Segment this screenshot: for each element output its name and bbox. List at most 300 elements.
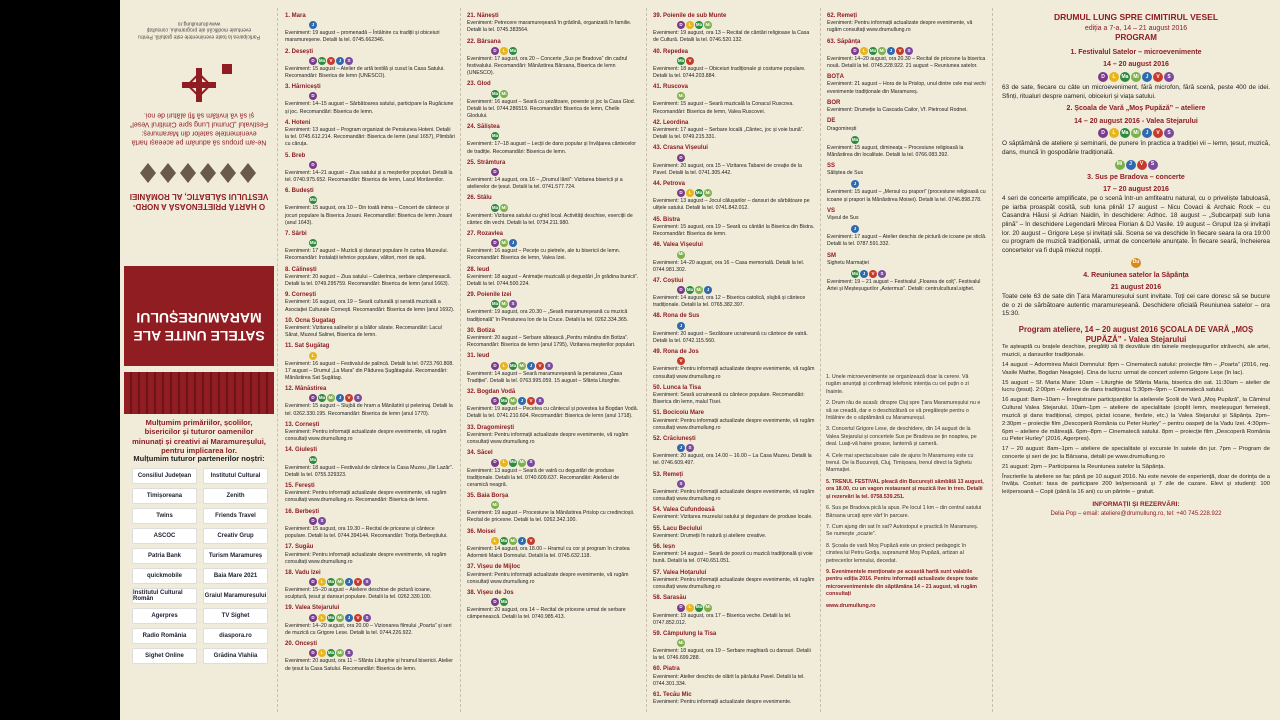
- day-dot-j: J: [851, 180, 859, 188]
- note-item: 3. Concertul Grigore Lese, de deschidere, din 14 august de la Valea Stejarului și concertele Sus pe Bradova se țin noaptea, pe deal. Luați-vă haine groase, lanternă și cameră.: [826, 426, 977, 448]
- day-dot-ma: Ma: [500, 397, 508, 405]
- village-name: 34. Săcel: [467, 450, 493, 457]
- ethno-cross-icon: [182, 68, 216, 102]
- village-name: 54. Valea Cufundoasă: [653, 507, 715, 514]
- village-entry: [467, 528, 641, 561]
- day-dot-d: D: [309, 57, 317, 65]
- village-name: 52. Crăciunești: [653, 435, 696, 442]
- day-dot-v: V: [869, 270, 877, 278]
- event-description: Eveniment: 19 august – Pecetea cu cântecul și povestea lui Bogdan Vodă. Detalii la tel. 0741.210.604. Recomandări: Biserica de lemn (anul 1718).: [467, 406, 639, 420]
- partner-logo: Grădina Vlahiia: [203, 648, 268, 664]
- partner-logos: [132, 468, 268, 664]
- day-dot-l: L: [318, 649, 326, 657]
- day-dots: [677, 480, 815, 488]
- day-dot-mi: Mi: [1131, 128, 1141, 138]
- day-dot-d: D: [491, 239, 499, 247]
- day-dot-mi: Mi: [677, 639, 685, 647]
- village-name: 43. Crasna Vișeului: [653, 145, 708, 152]
- partner-logo: Creativ Grup: [203, 528, 268, 544]
- village-entry: [285, 482, 455, 505]
- village-name: 14. Giulești: [285, 447, 318, 454]
- day-dot-ma: Ma: [327, 578, 335, 586]
- village-entry: [467, 230, 641, 263]
- village-entry: [467, 352, 641, 385]
- event-description: Eveniment: Pentru informații actualizate despre evenimente, vă rugăm consultați www.drumullung.ro. Recomandări: Biserica de lemn.: [285, 490, 447, 504]
- village-entry: [827, 12, 987, 35]
- village-name: 8. Călinești: [285, 266, 317, 273]
- event-description: Eveniment: Drumeții în natură și ateliere creative.: [653, 532, 767, 539]
- village-name: 62. Remeți: [827, 13, 858, 19]
- event-description: Eveniment: 14 august, ora 16 – „Drumul lânii”: Vizitarea bisericii și a atelierelor de țesut. Detalii la tel. 0741.577.724.: [467, 177, 623, 191]
- workshop-box-title: Program ateliere, 14 – 20 august 2016 ȘCOALA DE VARĂ „MOȘ PUPĂZĂ” - Valea Stejarului: [1018, 324, 1254, 344]
- village-entry: [467, 327, 641, 350]
- day-dot-s: S: [686, 444, 694, 452]
- red-pattern-band: [124, 372, 274, 414]
- village-entry: [285, 291, 455, 314]
- day-dots: [491, 537, 641, 545]
- village-name: 29. Poienile Izei: [467, 292, 512, 299]
- cover-paragraph: Ne-am propus să adunăm pe aceeași hartă evenimentele satelor din Maramureș: Festivalul „Drumul Lung spre Cimitirul Vesel” și să vă invităm să fiți alături de noi.: [129, 111, 269, 146]
- event-description: Eveniment: 14–21 august – Ziua satului și a meșterilor populari. Detalii la tel. 0740.975.652. Recomandări: Biserica de lemn, Lacul Morărenilor.: [285, 169, 453, 184]
- day-dot-ma: Ma: [686, 286, 694, 294]
- day-dots: [677, 154, 815, 162]
- day-dot-s: S: [905, 47, 913, 55]
- day-dot-d: D: [491, 362, 499, 370]
- event-description: Eveniment: 13 august – Program organizat de Pensiunea Hoteni. Detalii la tel. 0745.612.214. Recomandări: Biserica de lemn (anul 1657), Plimbări cu căruța.: [285, 127, 455, 148]
- village-name: 24. Săliștea: [467, 124, 500, 131]
- day-dot-d: D: [677, 154, 685, 162]
- village-entry: [285, 317, 455, 340]
- day-dot-d: D: [309, 578, 317, 586]
- cover-title: SATELE UNITE ALE MARAMUREȘULUI: [124, 266, 274, 366]
- day-dot-v: V: [527, 397, 535, 405]
- village-name: 55. Lacu Beciului: [653, 525, 703, 532]
- day-dot-j: J: [1126, 160, 1136, 170]
- village-entry: [653, 665, 815, 688]
- day-dot-v: V: [354, 614, 362, 622]
- village-entry: [467, 563, 641, 586]
- day-dot-ma: Ma: [1120, 72, 1130, 82]
- day-dot-j: J: [887, 47, 895, 55]
- notes-list: [820, 370, 990, 618]
- day-dot-l: L: [500, 459, 508, 467]
- village-entry: [467, 38, 641, 78]
- village-name: SS: [827, 163, 836, 170]
- village-name: 41. Ruscova: [653, 84, 689, 91]
- event-description: Eveniment: 14 august – Seară de poezii cu muzică tradițională și voie bună. Detalii la tel. 0740.651.051.: [653, 551, 813, 565]
- village-name: VS: [827, 207, 836, 214]
- partner-logo: Agerpres: [132, 608, 197, 624]
- section-2-dates: 14 – 20 august 2016 - Valea Stejarului: [1074, 117, 1198, 125]
- day-dot-j: J: [1142, 72, 1152, 82]
- partner-logo: Consiliul Județean: [132, 468, 197, 484]
- village-name: 21. Nănești: [467, 13, 499, 19]
- day-dot-ma: Ma: [695, 604, 703, 612]
- village-name: 60. Piatra: [653, 666, 680, 673]
- day-dot-s: S: [545, 362, 553, 370]
- event-description: Eveniment: 20 august – Serbare sătească „Pentru mândra din Botiza”. Recomandări: Biserica de lemn (anul 1795), Vizitarea meșterilor populari.: [467, 335, 636, 349]
- village-entry: [467, 80, 641, 120]
- day-dots: [677, 92, 815, 100]
- village-name: 5. Breb: [285, 152, 306, 159]
- partner-logo: quickmobile: [132, 568, 197, 584]
- village-entry: [467, 492, 641, 525]
- day-dot-d: D: [309, 394, 317, 402]
- village-entry: [467, 12, 641, 35]
- partner-logo: Friends Travel: [203, 508, 268, 524]
- village-name: 25. Strâmtura: [467, 159, 506, 166]
- village-name: 61. Tecău Mic: [653, 692, 692, 699]
- event-description: Eveniment: Vizitarea muzeului satului și degustare de produse locale.: [653, 514, 813, 521]
- section-3-text: 4 seri de concerte amplificate, pe o scenă într-un amfiteatru natural, cu o priveliște fabuloasă, pe iarba proaspăt cosită, sub luna plină! 17 august – Nicu Covaci & Archaic Rock – cu Casandra Hăusi și Adrian Naidin, în deschidere: Adhoc. 18 august – „Subcarpați sub luna plină” – în deschidere Legendarii Mircea Florian & DJ Vasile. 19 august – Grupul Iza și invitații lor. 20 august – Grigore Leșe și invitații săi. Scena se va deschide în fiecare seara la ora 19:00 cu program de muzică tradițională, urmat de concertele anunțate. În fiecare seară, încheierea concertelor va fi după miezul nopții.: [1002, 194, 1270, 255]
- village-name: 49. Rona de Jos: [653, 349, 699, 356]
- event-description: Eveniment: 19 august, ora 17 – Biserica veche. Detalii la tel. 0747.852.012.: [653, 612, 792, 626]
- event-description: Eveniment: Atelier deschis de olărit la pârâului Pavel. Detalii la tel. 0744.301.334.: [653, 673, 805, 687]
- day-dots: [677, 639, 815, 647]
- day-dot-j: J: [1142, 128, 1152, 138]
- event-description: Eveniment: 13 august – Seară de vatră cu degustări de produse tradiționale. Detalii la tel. 0740.609.637. Recomandări: Atelierul de ceramică neagră.: [467, 467, 619, 488]
- day-dots: [309, 21, 455, 29]
- section-3-dates: 17 – 20 august 2016: [1103, 186, 1169, 194]
- section-2-text: O săptămână de ateliere și seminarii, de punere în practica a tradiției vii – lemn, țesut, muzică, dans, muncă în gospodărie tradițională.: [1002, 140, 1270, 157]
- day-dot-v: V: [354, 578, 362, 586]
- event-description: Eveniment: Pentru informații actualizate despre evenimente, vă rugăm consultați www.drumullung.ro: [653, 576, 815, 591]
- section-1-text: 63 de sate, fiecare cu câte un microeveniment, fără microfon, fără scenă, peste 400 de idei. Sfinți, ritualuri despre oameni, obiceiuri și viața satului.: [1002, 83, 1270, 100]
- event-description: Eveniment: 15 august – „Mersul cu prapori” (procesiune religioasă cu icoane și prapori la Mănăstirea Moisei). Detalii la tel. 0746.898.278.: [827, 189, 986, 203]
- day-dot-l: L: [686, 21, 694, 29]
- day-dot-mi: Mi: [509, 537, 517, 545]
- village-entry: [653, 180, 815, 213]
- village-entry: [653, 630, 815, 663]
- village-name: 28. Ieud: [467, 266, 490, 273]
- program-heading: PROGRAM: [1115, 33, 1157, 43]
- village-entry: [653, 525, 815, 540]
- day-dot-ma: Ma: [869, 47, 877, 55]
- day-dot-mi: Mi: [500, 90, 508, 98]
- village-entry: [285, 543, 455, 566]
- day-dot-d: D: [677, 21, 685, 29]
- event-description: Eveniment: 19 august – Procesiune la Mănăstirea Prislop cu credincioșii. Recital de pricesne. Detalii la tel. 0262.342.100.: [467, 510, 635, 524]
- event-description: Eveniment: 18 august – Festivalul de cântece la Casa Muzeu „Ilie Lazăr”. Detalii la tel. 0755.329323.: [285, 464, 454, 478]
- workshop-day: 21 august: 2pm – Participarea la Reuniunea satelor la Săpânța.: [1002, 463, 1166, 470]
- village-name: 26. Stâlu: [467, 195, 492, 202]
- village-name: 27. Rozavlea: [467, 231, 504, 237]
- village-entry: [827, 99, 987, 114]
- day-dot-j: J: [677, 444, 685, 452]
- workshop-footer: Înscrierile la ateliere se fac până pe 10 august 2016. Nu este nevoie de experiență, doar de dorința de a învăța. Costuri: taxa de participare 200 lei/persoană și 7 zile de cazare. Elevi și studenți: 100 lei/persoană – Copii (până la 16 ani) cu un părinte – gratuit.: [1002, 473, 1270, 496]
- partner-logo: Graiul Maramureșului: [203, 588, 268, 604]
- village-entry: [467, 123, 641, 156]
- event-description: Eveniment: 15 august – Seară muzicală la Conacul Ruscova. Recomandări: Biserica de lemn, Valea Ruscovei.: [653, 101, 794, 115]
- note-item: www.drumullung.ro: [826, 602, 876, 609]
- village-name: 32. Bogdan Vodă: [467, 389, 516, 396]
- day-dot-j: J: [336, 57, 344, 65]
- event-description: Eveniment: 18 august – Obiceiuri tradiționale și costume populare. Detalii la tel. 0744.203.884.: [653, 65, 806, 80]
- village-name: 3. Hărnicești: [285, 84, 321, 91]
- day-dot-l: L: [318, 578, 326, 586]
- day-dot-ma: Ma: [309, 196, 317, 204]
- village-name: BOȚA: [827, 74, 844, 81]
- festival-edition: ediția a 7-a, 14 – 21 august 2016: [1084, 24, 1188, 32]
- village-entry: [653, 435, 815, 468]
- village-entry: [827, 270, 987, 293]
- day-dot-d: D: [491, 598, 499, 606]
- day-dot-j: J: [677, 322, 685, 330]
- village-name: 35. Baia Borșa: [467, 493, 509, 500]
- note-item: 1. Unele microevenimente se organizează doar la cerere. Vă rugăm anunțați și confirmați telefonic intenția cu cel puțin o zi înainte.: [826, 374, 969, 395]
- day-dot-ma: Ma: [677, 57, 685, 65]
- village-entry: [285, 152, 455, 185]
- day-dots: [491, 501, 641, 509]
- village-entry: [467, 449, 641, 489]
- day-dot-s: S: [536, 397, 544, 405]
- day-dot-du: Du: [1131, 258, 1141, 268]
- day-dot-v: V: [1137, 160, 1147, 170]
- program-column-2: [462, 8, 646, 712]
- day-dots: [491, 459, 641, 467]
- workshop-day: 17 – 20 august: 8am–1pm – ateliere de specialitate și excursie în satele din jur. 7pm – Program de concerte și seri de joc la Bârsana, detalii pe www.drumullung.ro: [1002, 446, 1270, 460]
- village-entry: [467, 159, 641, 192]
- village-entry: [285, 119, 455, 149]
- village-name: 13. Cornești: [285, 421, 320, 428]
- event-description: Eveniment: Pentru informații actualizate despre evenimente, vă rugăm consultați www.drumullung.ro: [653, 366, 815, 380]
- village-entry: [827, 252, 987, 267]
- day-dot-j: J: [509, 239, 517, 247]
- day-dot-v: V: [345, 394, 353, 402]
- day-dot-ma: Ma: [509, 459, 517, 467]
- village-name: 45. Bistra: [653, 216, 681, 223]
- village-name: 42. Leordina: [653, 119, 689, 126]
- village-entry: [827, 136, 987, 159]
- event-description: Eveniment: 15 august – Slujbă de hram a Mănăstirii și pelerinaj. Detalii la tel. 0262.330.195. Recomandări: Biserica de lemn (anul 1770).: [285, 403, 453, 417]
- partner-logo: Institutul Cultural Român: [132, 588, 197, 604]
- day-dot-ma: Ma: [327, 614, 335, 622]
- day-dots: [309, 578, 455, 586]
- village-entry: [653, 471, 815, 504]
- village-entry: [653, 48, 815, 81]
- village-name: 15. Ferești: [285, 483, 315, 490]
- event-description: Eveniment: Pentru informații actualizate despre evenimente, vă rugăm consultați www.drumullung.ro: [467, 571, 629, 585]
- day-dot-ma: Ma: [1120, 128, 1130, 138]
- program-column-1: [280, 8, 460, 712]
- day-dots: [309, 614, 455, 622]
- partners-title: Mulțumim tuturor partenerilor noștri:: [133, 454, 265, 463]
- event-description: Eveniment: 15–20 august – Ateliere deschise de pictură icoane, sculptură, țesut și dansuri populare. Detalii la tel. 0262.330.100.: [285, 587, 432, 601]
- village-entry: [285, 48, 455, 81]
- village-name: 18. Vadu Izei: [285, 569, 321, 576]
- day-dot-v: V: [896, 47, 904, 55]
- event-description: Eveniment: 20 august, ora 15 – Vizitarea Tabarei de creație de la Pavel. Detalii la tel. 0741.305.442.: [653, 162, 802, 176]
- village-entry: [467, 589, 641, 622]
- village-name: 48. Rona de Sus: [653, 313, 700, 320]
- event-description: Eveniment: 14–20 august, ora 16 – Casa memorială. Detalii la tel. 0744.981.302.: [653, 259, 805, 273]
- event-description: Eveniment: 17 august – Serbare locală „Căntec, joc și voie bună”. Detalii la tel. 0749.215.331.: [653, 127, 804, 141]
- cover-panel: [120, 8, 278, 712]
- village-entry: [285, 385, 455, 418]
- day-dot-s: S: [527, 459, 535, 467]
- workshop-intro: Te așteaptă cu brațele deschise, pregătiți să îți dezvăluie din tainele meșteșugurilor străvechi, ale artei, muzicii, a dansurilor tradiționale.: [1002, 344, 1270, 359]
- village-entry: [827, 73, 987, 96]
- village-name: 11. Sat Șugătag: [285, 343, 330, 350]
- day-dot-j: J: [851, 225, 859, 233]
- day-dot-s: S: [1164, 128, 1174, 138]
- day-dots: [309, 456, 455, 464]
- village-name: 47. Coștiui: [653, 277, 684, 284]
- village-name: 59. Câmpulung la Tisa: [653, 630, 717, 637]
- day-dot-mi: Mi: [518, 362, 526, 370]
- event-description: Eveniment: Seară ucraineană cu cântece populare. Recomandări: Biserica din lemn, malul Tisei.: [653, 391, 805, 406]
- section-3-title: 3. Sus pe Bradova – concerte: [1087, 173, 1185, 181]
- note-item: 4. Cele mai spectaculoase cale de ajuns în Maramureș este cu trenul. De la București, Cluj, Timișoara, trenul direct la Sighetu Marmației.: [826, 452, 974, 474]
- day-dot-mi: Mi: [878, 47, 886, 55]
- day-dot-ma: Ma: [851, 270, 859, 278]
- day-dot-mi: Mi: [500, 204, 508, 212]
- day-dots: [491, 362, 641, 370]
- village-name: 7. Sârbi: [285, 231, 307, 237]
- day-dots: [677, 286, 815, 294]
- day-dot-mi: Mi: [1115, 160, 1125, 170]
- day-dot-v: V: [527, 537, 535, 545]
- event-description: Eveniment: 20 august, ora 11 – Sfânta Liturghie și hramul bisericii. Atelier de țesut la Casa Satului. Recomandări: Biserica de lemn.: [285, 658, 454, 672]
- village-entry: [653, 691, 815, 706]
- village-name: 50. Lunca la Tisa: [653, 384, 701, 391]
- column-divider: [460, 8, 461, 712]
- village-entry: [653, 241, 815, 274]
- event-description: Eveniment: 16 august – Pecețe cu pietrele, ale tu bisericii de lemn. Recomandări: Biserica de lemn, Valea Izei.: [467, 248, 621, 262]
- day-dot-ma: Ma: [851, 136, 859, 144]
- section-4-title: 4. Reuniunea satelor la Săpânța: [1083, 271, 1189, 279]
- event-description: Eveniment: Pentru informații actualizate despre evenimente, vă rugăm consultați www.drumullung.ro: [467, 431, 629, 446]
- day-dot-d: D: [677, 286, 685, 294]
- day-dot-v: V: [1153, 72, 1163, 82]
- village-name: 51. Bocicoiu Mare: [653, 410, 705, 417]
- partner-logo: Patria Bank: [132, 548, 197, 564]
- village-name: BOR: [827, 99, 841, 106]
- note-item: 5. TRENUL FESTIVAL pleacă din București sâmbătă 13 august, ora 18.00, cu un vagon restaurant și muzică live în tren. Detalii și rezervări la tel. 0758.539.251.: [826, 478, 984, 500]
- event-description: Eveniment: 20 august – Sezătoare ucraineană cu cântece de vatră. Detalii la tel. 0742.115.560.: [653, 330, 808, 344]
- day-dot-d: D: [309, 92, 317, 100]
- section-1-title: 1. Festivalul Satelor – microevenimente: [1070, 48, 1202, 56]
- day-dot-l: L: [860, 47, 868, 55]
- day-dot-mi: Mi: [677, 251, 685, 259]
- village-name: 57. Valea Hoțarului: [653, 569, 707, 576]
- day-dot-ma: Ma: [500, 598, 508, 606]
- section-4-text: Toate cele 63 de sate din Țara Maramureșului sunt invitate. Toți cei care doresc să se bucure de o zi de sărbătoare autentic maramureșeană. Deschidere oficială Reuniunea satelor – ora 15:30.: [1002, 292, 1270, 318]
- village-name: 12. Mănăstirea: [285, 386, 327, 393]
- day-dot-mi: Mi: [500, 300, 508, 308]
- village-entry: [827, 225, 987, 248]
- day-dot-ma: Ma: [309, 239, 317, 247]
- event-description: Eveniment: Vizitarea salinelor și a băilor sărate. Recomandări: Lacul Sărat, Muzeul Salinei, Biserica de lemn.: [285, 325, 442, 339]
- village-entry: [467, 388, 641, 421]
- village-name: SM: [827, 252, 836, 259]
- day-dot-ma: Ma: [318, 57, 326, 65]
- village-name: 56. Ieșn: [653, 544, 676, 551]
- cover-top-note: Participarea la toate evenimentele este gratuită. Pentru eventuale modificări ale programului, consultați www.drumullung.ro: [137, 20, 261, 40]
- village-entry: [653, 144, 815, 177]
- workshop-day: 15 august – Sf. Maria Mare: 10am – Liturghie de Sfânta Maria, biserica din sat. 11:30am – atelier de lucru (țesut). 2:00pm – Ateliere de dans tradițional. 5:30pm–9pm – Cinematecă satului.: [1002, 379, 1270, 394]
- program-column-4: [822, 8, 992, 368]
- village-name: 19. Valea Stejarului: [285, 605, 340, 612]
- day-dots: [309, 394, 455, 402]
- event-description: Eveniment: 15 august, ora 19.30 – Recital de pricesne și cântece populare. Detalii la tel. 0744.394144. Recomandări: Troița Berbeștiului.: [285, 525, 448, 540]
- day-dot-l: L: [686, 604, 694, 612]
- day-dot-l: L: [318, 614, 326, 622]
- day-dot-l: L: [500, 362, 508, 370]
- event-description: Eveniment: 15 august, dimineața – Procesiune religioasă la Mănăstirea din localitate. Detalii la tel. 0766.083.392.: [827, 144, 964, 158]
- event-description: Eveniment: 19 august, ora 13 – Recital de cântări religioase la Casa de Cultură. Detalii la tel. 0746.520.132.: [653, 30, 810, 44]
- village-name: 37. Vișeu de Mijloc: [467, 564, 521, 571]
- day-dot-mi: Mi: [677, 92, 685, 100]
- event-description: Eveniment: 16 august, ora 19 – Seară culturală și serată muzicală a Asociației Culturale Cornești. Recomandări: Biserica de lemn (anul 1692).: [285, 299, 455, 313]
- day-dot-s: S: [878, 270, 886, 278]
- village-entry: [653, 506, 815, 521]
- day-dots: [677, 21, 815, 29]
- day-dot-l: L: [491, 537, 499, 545]
- village-entry: [827, 117, 987, 132]
- day-dot-s: S: [345, 57, 353, 65]
- day-dot-ma: Ma: [491, 300, 499, 308]
- village-name: 40. Repedea: [653, 48, 689, 55]
- day-dot-l: L: [1109, 128, 1119, 138]
- column-divider: [646, 8, 647, 712]
- day-dot-mi: Mi: [1131, 72, 1141, 82]
- day-dots: [851, 225, 987, 233]
- partner-logo: Sighet Online: [132, 648, 197, 664]
- event-description: Eveniment: 20 august, ora 14 – Recital de pricesne urmat de serbare câmpenească. Detalii la tel. 0740.985.413.: [467, 607, 626, 621]
- festival-title: DRUMUL LUNG SPRE CIMITIRUL VESEL: [1053, 12, 1219, 22]
- workshop-days: [1002, 362, 1270, 472]
- event-description: Eveniment: 14 august, ora 12 – Biserica catolică, slujbă și cântece tradiționale. Detalii la tel. 0765.382.397.: [653, 295, 806, 309]
- event-description: Eveniment: Drumeție la Cascada Cailor, Vf. Pietrosul Rodnei.: [827, 107, 968, 114]
- event-description: Eveniment: 19 – 21 august – Festivalul „Floarea de colț”. Festivalul Artei și Meșteșugurilor „Astermus”. Detalii: centrulcultural.sighet.: [827, 279, 981, 293]
- village-name: 53. Remeți: [653, 471, 684, 478]
- day-dots: [1002, 258, 1270, 268]
- day-dot-v: V: [677, 357, 685, 365]
- event-description: Eveniment: 14 august – Seară maramureșeană la pensiunea „Casa Tradiției”. Detalii la tel. 0763.995.059. 15 august – Sfânta Liturghie.: [467, 370, 623, 384]
- event-description: Eveniment: 16 august – Seară cu șezătoare, poveste și joc la Casa Glod. Detalii la tel. 0744.286519. Recomandări: Biserica de lemn, Cheile Glodului.: [467, 98, 636, 119]
- village-entry: [653, 543, 815, 566]
- day-dot-ma: Ma: [491, 132, 499, 140]
- village-entry: [285, 12, 455, 45]
- info-title: INFORMAȚII ȘI REZERVĂRI:: [1092, 501, 1180, 508]
- day-dot-ma: Ma: [695, 21, 703, 29]
- note-item: 7. Cum ajung din sat în sat? Autostopul e practică în Maramureș. Se numește „ocazie”.: [826, 523, 979, 538]
- village-entry: [827, 207, 987, 222]
- day-dots: [851, 136, 987, 144]
- village-name: 2. Desești: [285, 48, 314, 55]
- day-dot-ma: Ma: [491, 204, 499, 212]
- day-dot-d: D: [1098, 128, 1108, 138]
- left-letterbox: [0, 0, 120, 720]
- day-dots: [309, 239, 455, 247]
- day-dot-l: L: [1109, 72, 1119, 82]
- day-dots: [677, 604, 815, 612]
- village-name: DE: [827, 118, 836, 125]
- village-name: 17. Sugău: [285, 544, 314, 551]
- village-name: 4. Hoteni: [285, 119, 311, 126]
- village-name: 20. Oncești: [285, 641, 318, 648]
- section-1-dates: 14 – 20 august 2016: [1103, 61, 1169, 69]
- day-dot-d: D: [491, 397, 499, 405]
- partner-logo: Institutul Cultural: [203, 468, 268, 484]
- day-dots: [851, 47, 987, 55]
- event-description: Eveniment: 17 august, ora 20 – Concerte „Sus pe Bradova” din cadrul festivalului. Recomandări: Mănăstirea Bârsana, Biserica de lemn (UNESCO).: [467, 55, 628, 77]
- village-entry: [285, 569, 455, 602]
- village-entry: [653, 119, 815, 142]
- day-dot-l: L: [309, 352, 317, 360]
- day-dot-d: D: [309, 649, 317, 657]
